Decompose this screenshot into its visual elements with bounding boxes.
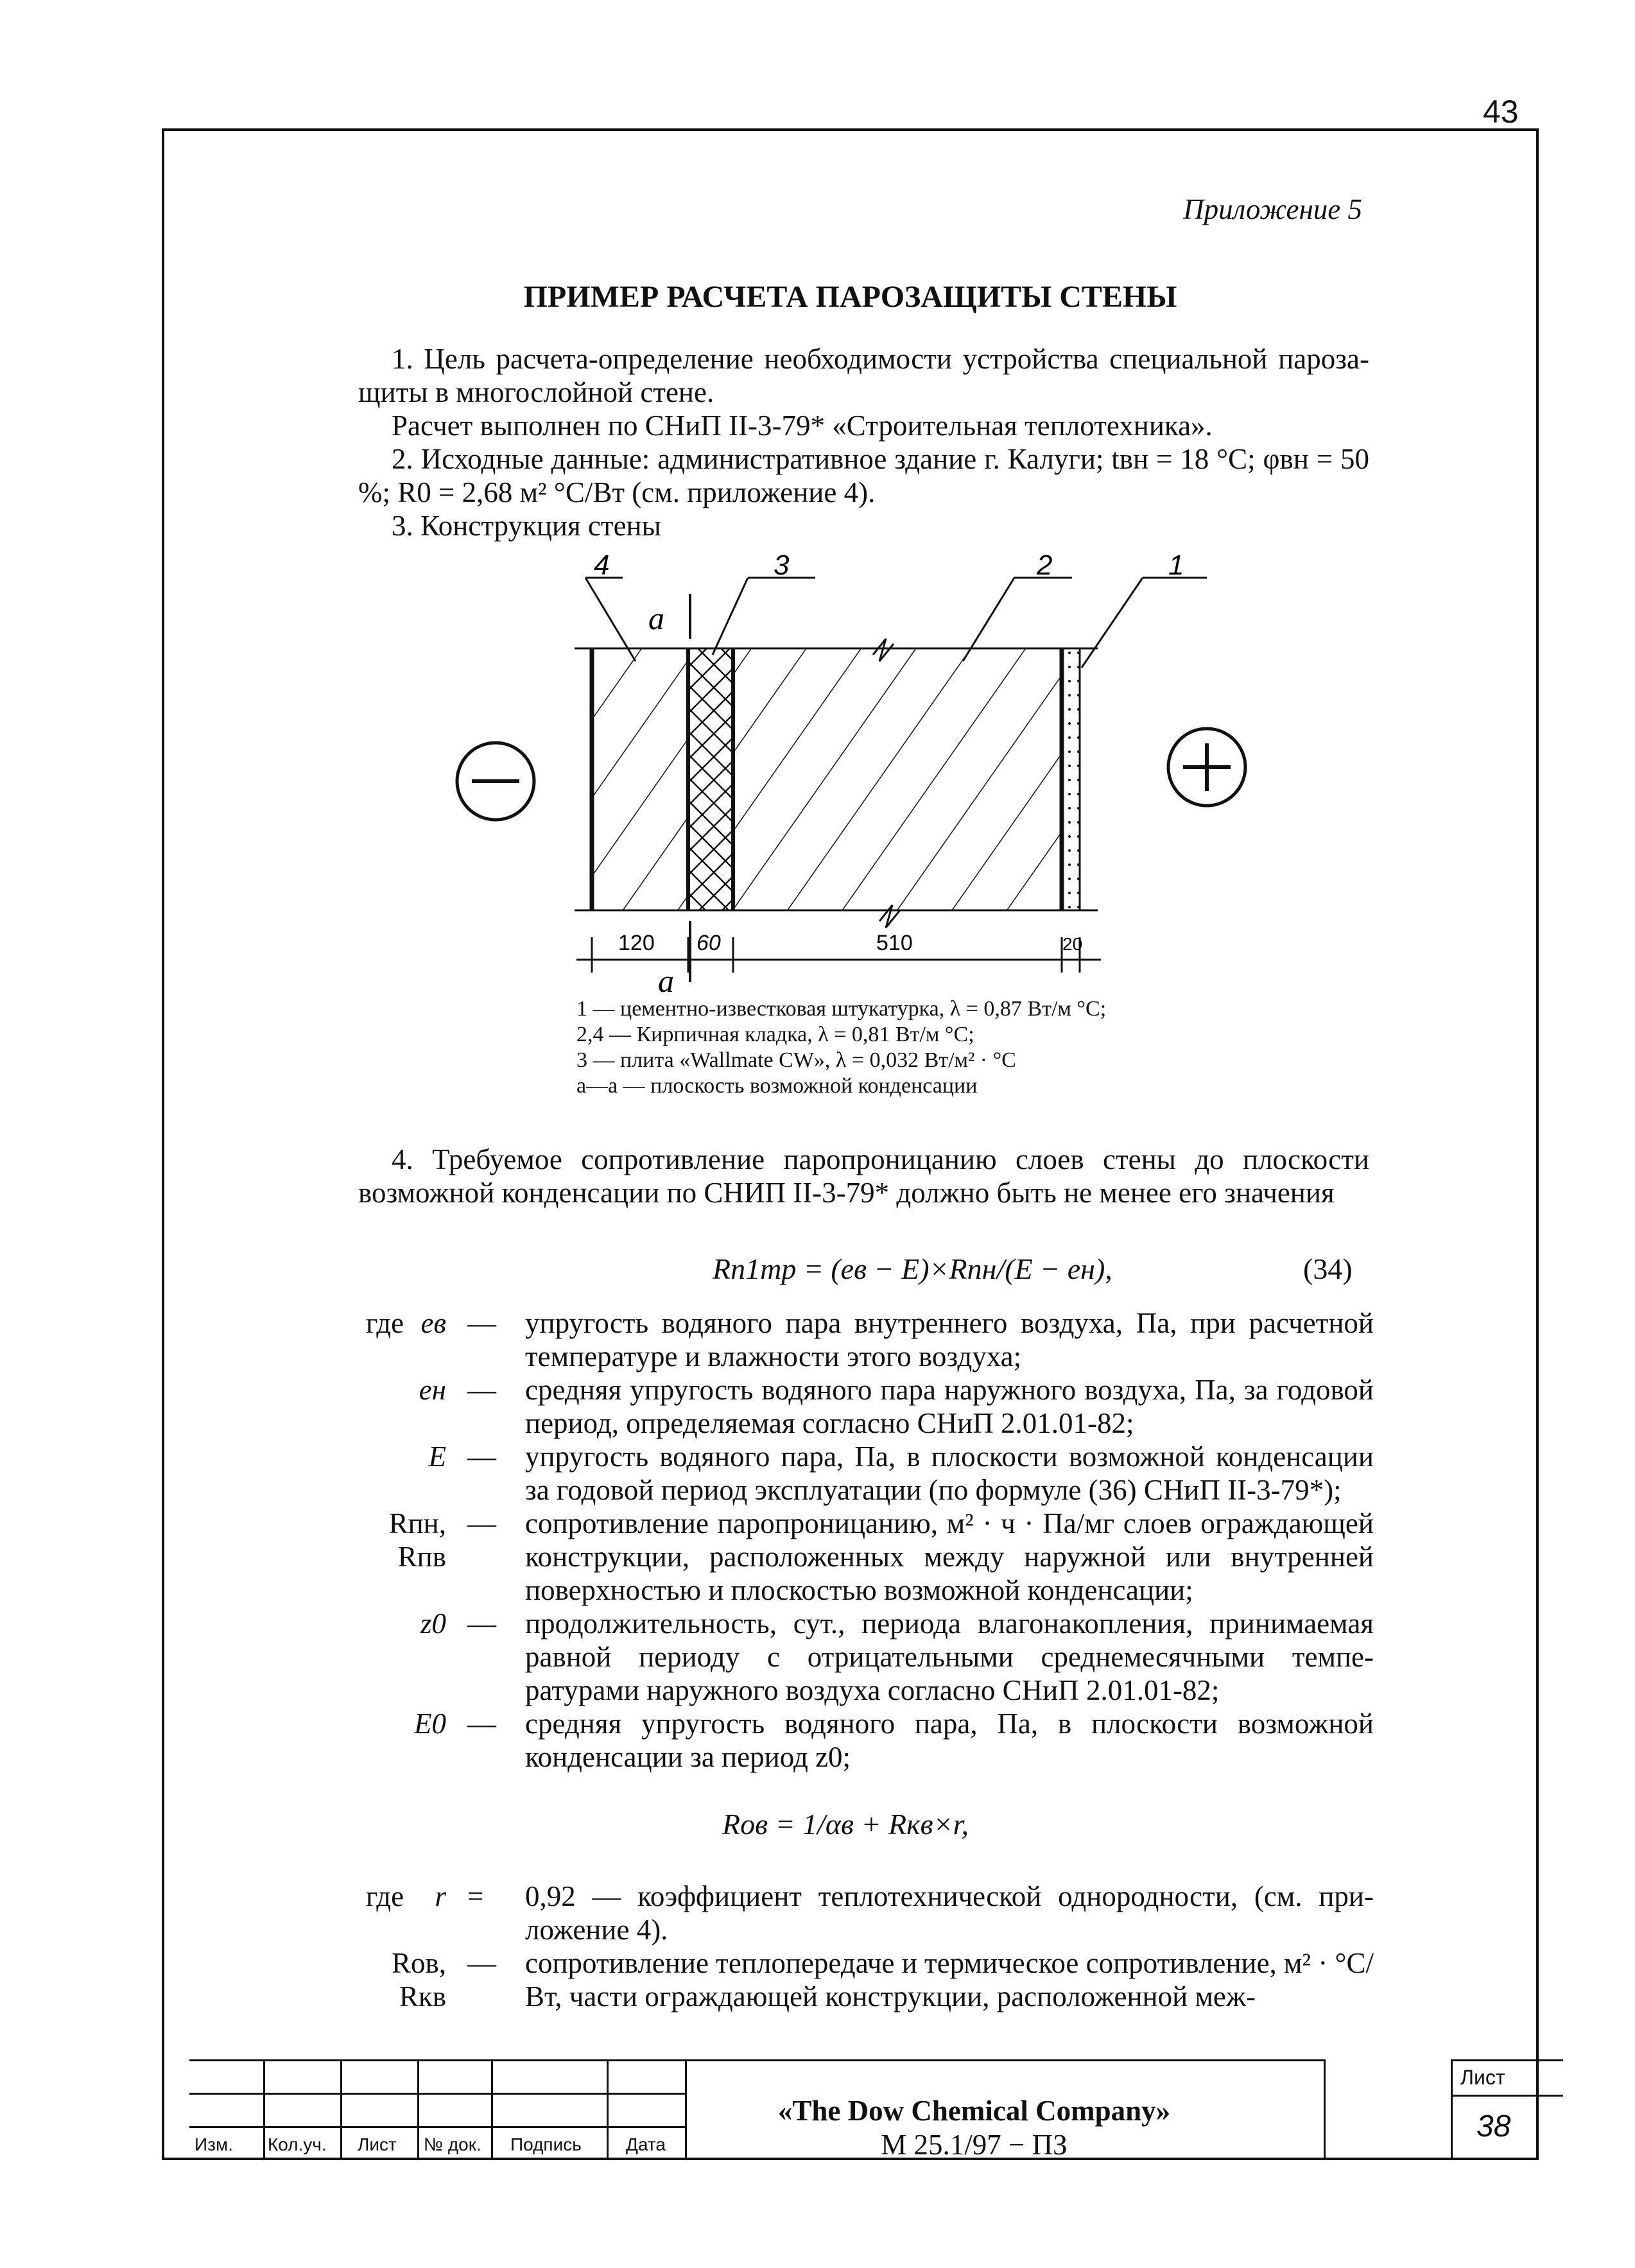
definition-item: ев — упругость водяного пара внутреннего воздуха, Па, при расчетной температуре и влажности этого воздуха; xyxy=(366,1306,1374,1373)
equation-34: Rп1тр = (ев − Е)×Rпн/(Е − ен), xyxy=(713,1252,1112,1285)
wall-section-diagram xyxy=(437,549,1284,998)
definition-symbol: r xyxy=(435,1880,446,1912)
label-layer-2: 2 xyxy=(1037,550,1053,581)
col-signature: Подпись xyxy=(510,2134,582,2154)
col-izm: Изм. xyxy=(195,2134,233,2154)
definition-symbol: Rпн, Rпв xyxy=(388,1507,446,1573)
document-code: М 25.1/97 − ПЗ xyxy=(881,2129,1068,2161)
input-data-paragraph: 2. Исходные данные: административное здание г. Калуги; tвн = 18 °С; φвн = 50 %; R0 = 2,68 м² °С/Вт (см. приложение 4). xyxy=(358,443,1369,508)
layer-4-brick xyxy=(592,648,688,910)
construction-heading: 3. Конструкция стены xyxy=(392,510,661,542)
label-layer-3: 3 xyxy=(774,550,790,581)
label-layer-1: 1 xyxy=(1168,550,1184,581)
definition-text: упругость водяного пара внутреннего воздуха, Па, при расчетной температуре и влажности этого воздуха; xyxy=(525,1307,1374,1372)
equation-rov: Rов = 1/αв + Rкв×r, xyxy=(722,1808,969,1840)
definition-text: средняя упругость водяного пара, Па, в плоскости возможной конденсации за период z0; xyxy=(525,1708,1374,1773)
col-date: Дата xyxy=(626,2134,666,2154)
label-layer-4: 4 xyxy=(594,550,610,581)
sheet-number: 38 xyxy=(1476,2109,1511,2143)
col-doc: № док. xyxy=(424,2134,481,2154)
definition-symbol: ев xyxy=(420,1307,446,1339)
dim-120: 120 xyxy=(618,931,655,955)
plane-mark-top: а xyxy=(648,600,664,636)
col-list: Лист xyxy=(358,2134,397,2154)
definition-symbol: z0 xyxy=(420,1607,446,1640)
definition-item: z0 — продолжительность, сут., периода влагонакопления, принимаемая равной периоду с отрицательными среднемесячными температурами наружного воздуха согласно СНиП 2.01.01-82; xyxy=(366,1607,1374,1707)
appendix-label: Приложение 5 xyxy=(1183,193,1362,225)
definition-symbol: E xyxy=(428,1441,446,1473)
dim-60: 60 xyxy=(696,931,721,955)
where-label: где xyxy=(366,1307,404,1339)
definition-text: 0,92 — коэффициент теплотехнической однородности, (см. приложение 4). xyxy=(525,1880,1374,1946)
definitions-list xyxy=(366,1306,1374,1774)
section-1 xyxy=(358,342,1369,542)
col-kol-uch: Кол.уч. xyxy=(268,2134,327,2154)
definition-item xyxy=(366,1880,1374,1946)
definition-text: сопротивление паропроницанию, м² · ч · Па/мг слоев ограждающей конструкции, расположенных между наружной или внутренней поверхностью и плоскостью возможной конденсации; xyxy=(525,1507,1374,1606)
dim-20: 20 xyxy=(1062,934,1083,954)
definition-text: продолжительность, сут., периода влагонакопления, принимаемая равной периоду с отрицательными среднемесячными температурами наружного воздуха согласно СНиП 2.01.01-82; xyxy=(525,1607,1374,1706)
definition-symbol: Rов, Rкв xyxy=(391,1947,446,2013)
definition-operator: — xyxy=(467,1947,496,1979)
equation-34-number: (34) xyxy=(1303,1252,1353,1285)
definition-item: ен — средняя упругость водяного пара наружного воздуха, Па, за годовой период, определяемая согласно СНиП 2.01.01-82; xyxy=(366,1373,1374,1440)
definitions-list-2 xyxy=(366,1880,1374,2013)
dim-510: 510 xyxy=(876,931,913,955)
plane-mark-bottom: а xyxy=(658,963,674,998)
sheet-label: Лист xyxy=(1460,2066,1505,2089)
definition-operator: = xyxy=(467,1880,484,1912)
legend-item: 3 — плита «Wallmate CW», λ = 0,032 Вт/м² · °С xyxy=(576,1048,1016,1072)
definition-text: упругость водяного пара, Па, в плоскости возможной конденсации за годовой период эксплуатации (по формуле (36) СНиП II-3-79*); xyxy=(525,1441,1374,1506)
method-paragraph: Расчет выполнен по СНиП II-3-79* «Строительная теплотехника». xyxy=(392,410,1213,442)
definition-item xyxy=(366,1946,1374,2013)
where-label-2: где xyxy=(366,1880,404,1912)
definition-item: E — упругость водяного пара, Па, в плоскости возможной конденсации за годовой период эксплуатации (по формуле (36) СНиП II-3-79*); xyxy=(366,1440,1374,1507)
company-name: «The Dow Chemical Company» xyxy=(777,2095,1171,2127)
figure-legend xyxy=(576,996,1106,1099)
legend-item: 1 — цементно-известковая штукатурка, λ = 0,87 Вт/м °С; xyxy=(576,997,1107,1021)
goal-paragraph: 1. Цель расчета-определение необходимости устройства специальной парозащиты в многослойной стене. xyxy=(358,343,1369,408)
section-4 xyxy=(358,1143,1369,1209)
definition-symbol: ен xyxy=(419,1374,446,1406)
page-number: 43 xyxy=(1483,94,1519,130)
layer-1-plaster xyxy=(1062,648,1080,910)
layer-3-insulation xyxy=(688,648,733,910)
legend-item: а—а — плоскость возможной конденсации xyxy=(576,1074,978,1098)
layer-2-brick xyxy=(733,648,1062,910)
definition-item: Rпн, Rпв — сопротивление паропроницанию, м² · ч · Па/мг слоев ограждающей конструкции, расположенных между наружной или внутренней поверхностью и плоскостью возможной конденсации; xyxy=(366,1507,1374,1607)
page-title: ПРИМЕР РАСЧЕТА ПАРОЗАЩИТЫ СТЕНЫ xyxy=(523,280,1177,314)
definition-text: сопротивление теплопередаче и термическое сопротивление, м² · °С/Вт, части ограждающей конструкции, расположенной меж- xyxy=(525,1947,1374,2013)
requirement-paragraph: 4. Требуемое сопротивление паропроницанию слоев стены до плоскости возможной конденсации по СНИП II-3-79* должно быть не менее его значения xyxy=(358,1143,1369,1209)
legend-item: 2,4 — Кирпичная кладка, λ = 0,81 Вт/м °С; xyxy=(576,1023,974,1046)
definition-item: E0 — средняя упругость водяного пара, Па, в плоскости возможной конденсации за период z0; xyxy=(366,1707,1374,1774)
definition-text: средняя упругость водяного пара наружного воздуха, Па, за годовой период, определяемая согласно СНиП 2.01.01-82; xyxy=(525,1374,1374,1439)
definition-symbol: E0 xyxy=(414,1708,446,1740)
